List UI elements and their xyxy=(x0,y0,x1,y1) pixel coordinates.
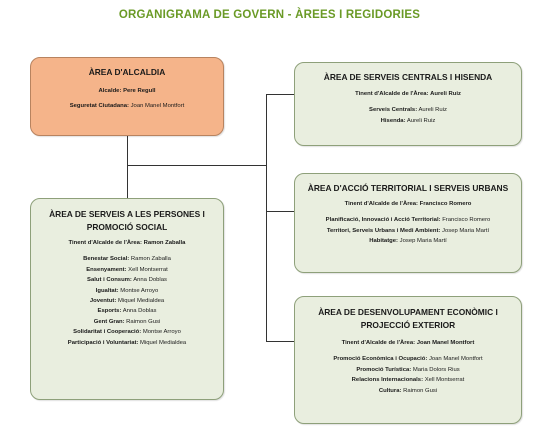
serveis-centrals-box xyxy=(294,62,522,146)
tinent-line: Tinent d'Alcalde de l'Àrea: Ramon Zaballa xyxy=(68,240,186,246)
page-title: ORGANIGRAMA DE GOVERN - ÀREES I REGIDORIES xyxy=(118,9,421,21)
regidoria-line: Relacions Internacionals: Xell Montserrat xyxy=(351,377,465,384)
persones-title-2: PROMOCIÓ SOCIAL xyxy=(86,222,168,232)
tinent-line: Tinent d'Alcalde de l'Àrea: Francisco Romero xyxy=(344,201,472,207)
desenvolupament-title-1: ÀREA DE DESENVOLUPAMENT ECONÒMIC I xyxy=(318,307,498,317)
tinent-line: Tinent d'Alcalde de l'Àrea: Joan Manel Montfort xyxy=(341,340,475,346)
connector-line xyxy=(266,94,294,95)
regidoria-line: Joventut: Miquel Medialdea xyxy=(89,298,165,305)
regidoria-line: Ensenyament: Xell Montserrat xyxy=(86,266,168,273)
regidoria-line: Territori, Serveis Urbans i Medi Ambient: Josep Maria Martí xyxy=(326,227,490,234)
regidoria-line: Planificació, Innovació i Acció Territorial: Francisco Romero xyxy=(325,217,491,224)
regidoria-line: Esports: Anna Doblas xyxy=(97,308,157,315)
territorial-box xyxy=(294,173,522,273)
regidoria-line: Hisenda: Aureli Ruiz xyxy=(380,117,436,124)
regidoria-line: Participació i Voluntariat: Miquel Medialdea xyxy=(67,339,187,346)
regidoria-line: Promoció Econòmica i Ocupació: Joan Manel Montfort xyxy=(333,356,483,363)
regidoria-line: Serveis Centrals: Aureli Ruiz xyxy=(369,107,447,114)
desenvolupament-title-2: PROJECCIÓ EXTERIOR xyxy=(360,320,456,330)
persones-title-1: ÀREA DE SERVEIS A LES PERSONES I xyxy=(49,209,205,219)
seguretat-line: Seguretat Ciutadana: Joan Manel Montfort xyxy=(69,103,185,110)
connector-line xyxy=(266,94,267,342)
territorial-title: ÀREA D'ACCIÓ TERRITORIAL I SERVEIS URBANS xyxy=(307,183,509,193)
connector-line xyxy=(127,165,267,166)
connector-line xyxy=(127,136,128,198)
alcaldia-box xyxy=(30,57,224,136)
regidoria-line: Cultura: Raimon Gusi xyxy=(378,387,438,394)
tinent-line: Tinent d'Alcalde de l'Àrea: Aureli Ruiz xyxy=(355,91,461,97)
alcalde-line: Alcalde: Pere Regull xyxy=(98,88,156,94)
regidoria-line: Benestar Social: Ramon Zaballa xyxy=(83,256,171,263)
regidoria-line: Igualtat: Montse Arroyo xyxy=(95,287,159,294)
connector-line xyxy=(266,341,294,342)
regidoria-line: Habitatge: Josep Maria Martí xyxy=(369,238,447,245)
alcaldia-title: ÀREA D'ALCALDIA xyxy=(88,67,166,77)
regidoria-line: Salut i Consum: Anna Doblas xyxy=(87,277,167,284)
regidoria-line: Solidaritat i Cooperació: Montse Arroyo xyxy=(73,329,181,336)
persones-box xyxy=(30,198,224,400)
serveis-centrals-title: ÀREA DE SERVEIS CENTRALS I HISENDA xyxy=(323,72,493,82)
connector-line xyxy=(266,211,294,212)
desenvolupament-box xyxy=(294,296,522,424)
regidoria-line: Gent Gran: Raimon Gusi xyxy=(93,318,161,325)
regidoria-line: Promoció Turística: Maria Dolors Rius xyxy=(356,366,460,373)
